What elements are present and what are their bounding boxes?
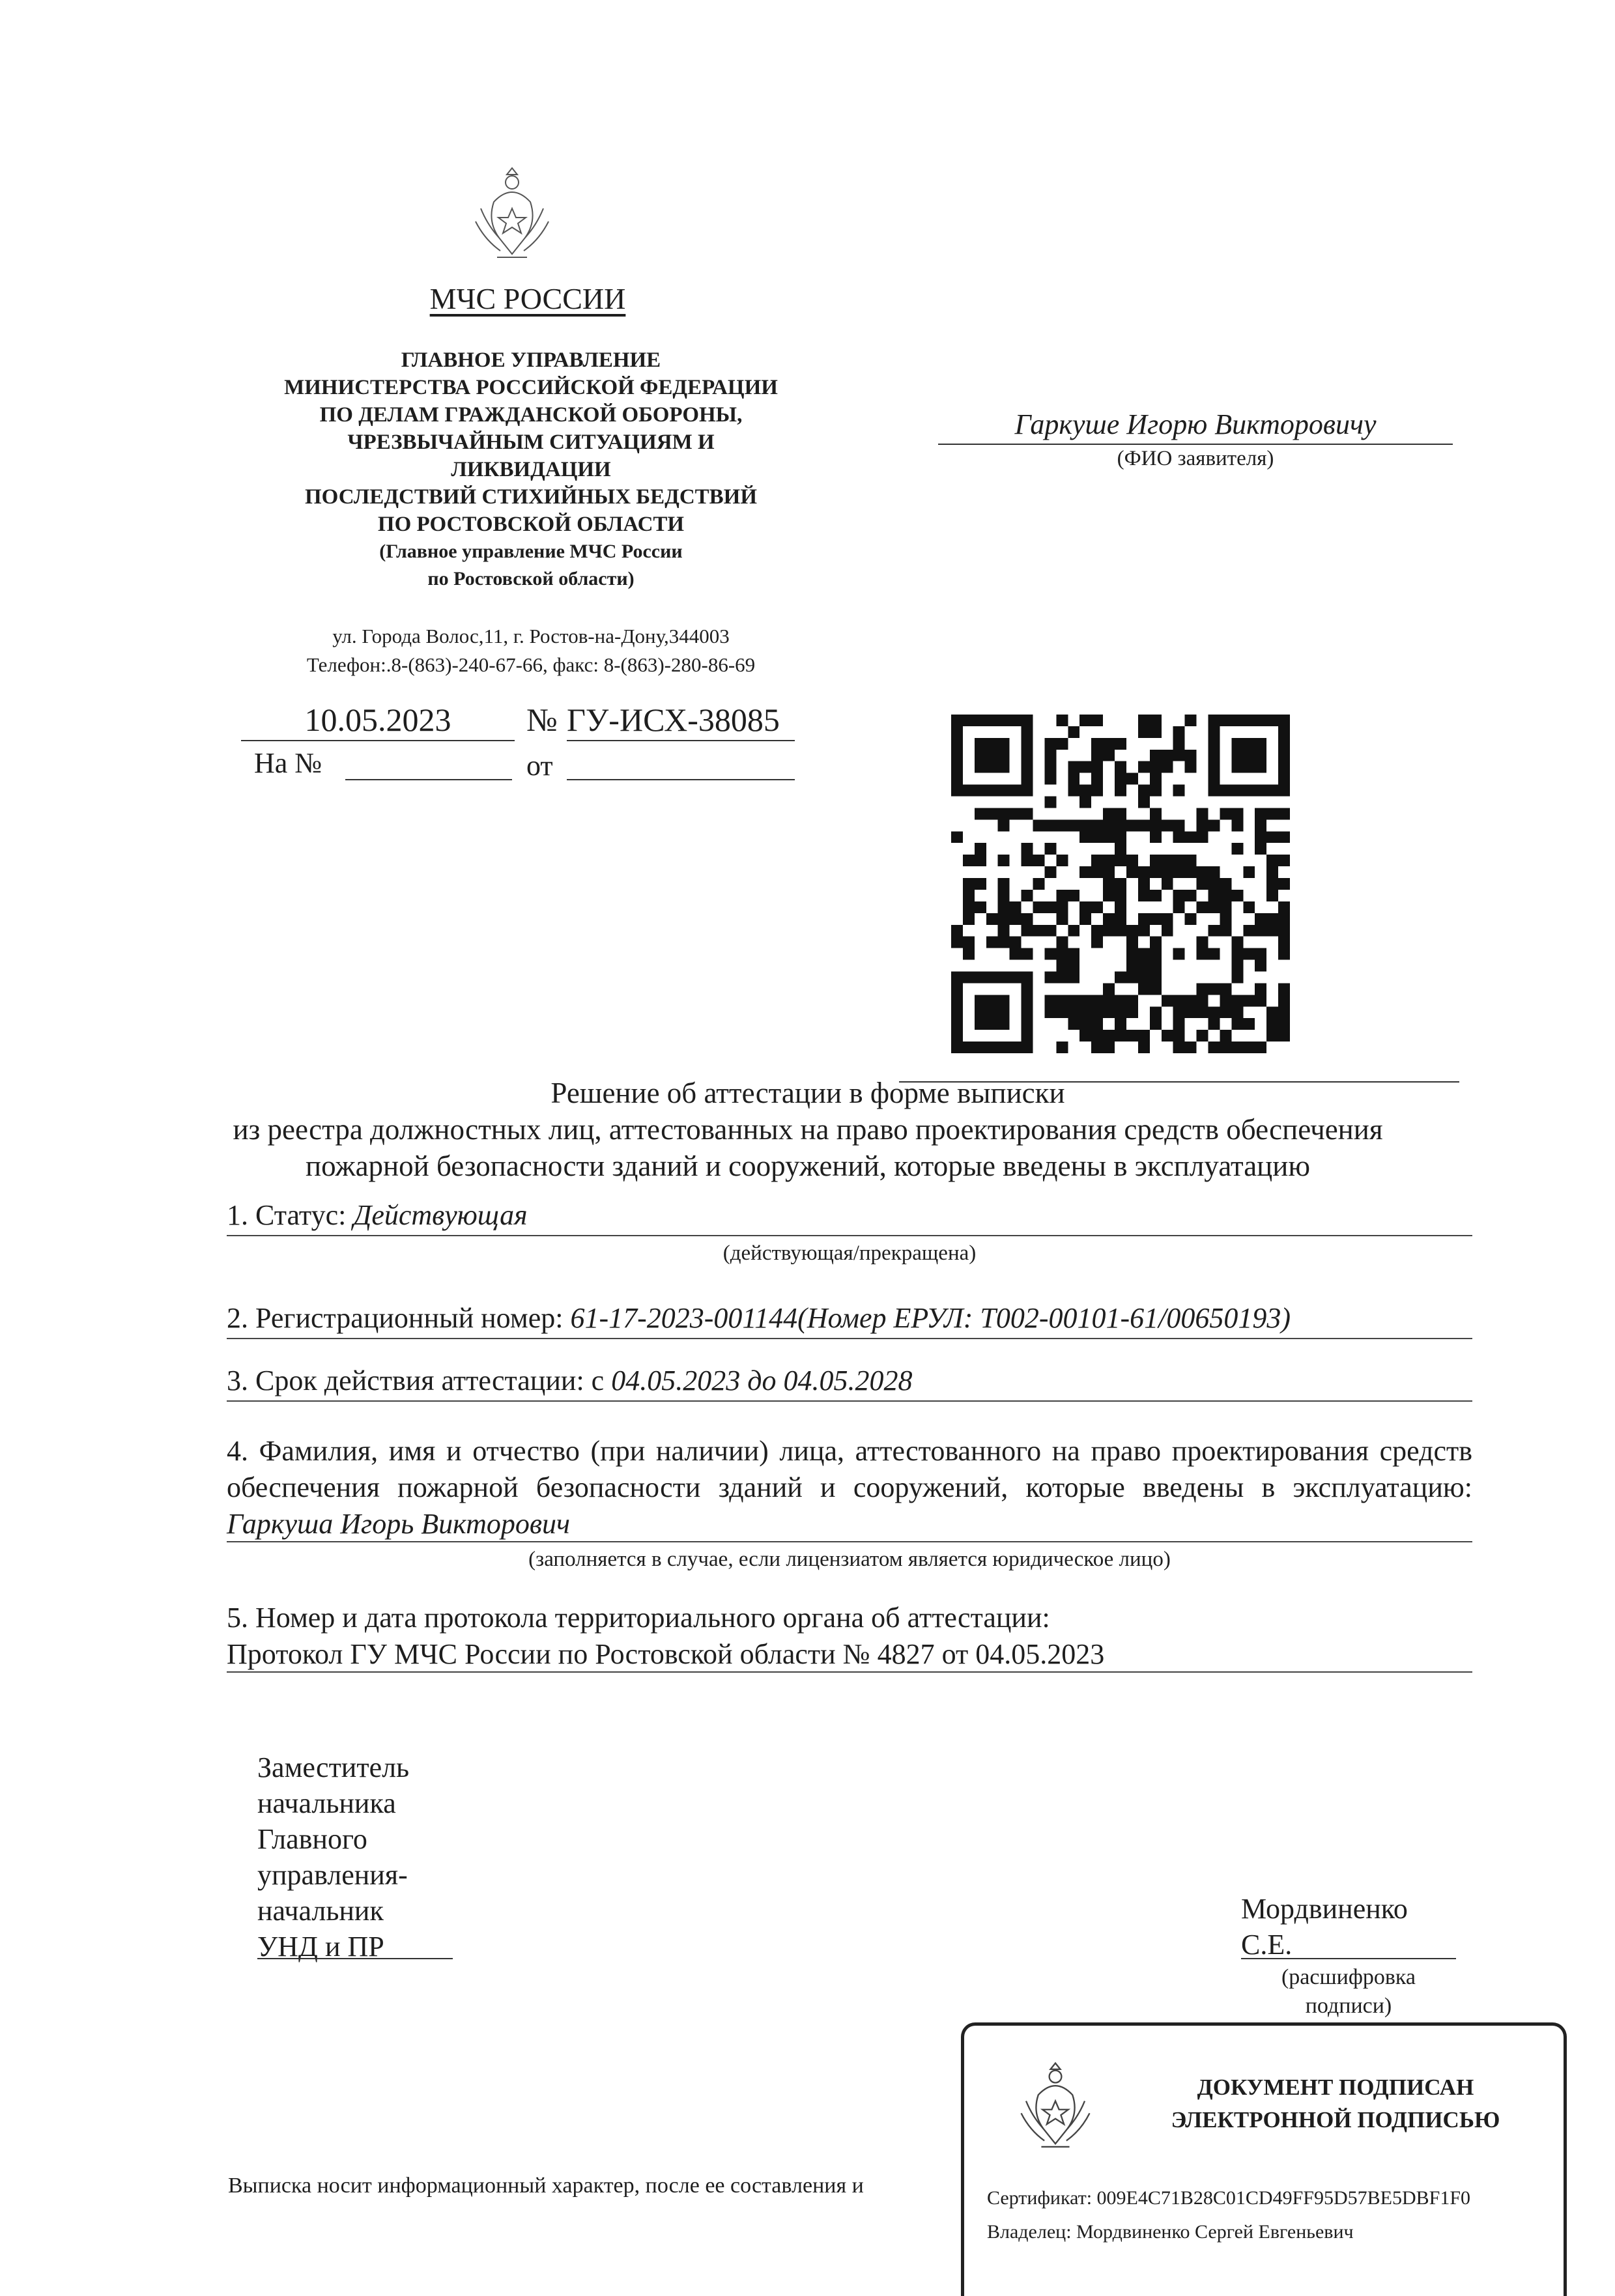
signer-rule bbox=[1241, 1958, 1456, 1959]
number-sign: № bbox=[526, 702, 558, 738]
org-address: ул. Города Волос,11, г. Ростов-на-Дону,344003 bbox=[332, 625, 730, 647]
reference-date-blank bbox=[567, 779, 795, 780]
validity-label: 3. Срок действия аттестации: с bbox=[227, 1365, 612, 1396]
footer-note: Выписка носит информационный характер, после ее составления и bbox=[228, 2174, 864, 2198]
reference-number-label: На № bbox=[254, 747, 322, 779]
position-rule bbox=[257, 1958, 453, 1959]
position-line: УНД и ПР bbox=[257, 1931, 384, 1963]
status-value: Действующая bbox=[353, 1199, 528, 1231]
stamp-title-line: ЭЛЕКТРОННОЙ ПОДПИСЬЮ bbox=[1171, 2107, 1500, 2133]
person-label: 4. Фамилия, имя и отчество (при наличии) лица, аттестованного на право проектирования средств обеспечения пожарной безопасности зданий и сооружений, которые введены в эксплуатацию: bbox=[227, 1435, 1472, 1503]
reference-number-blank bbox=[345, 779, 512, 780]
document-date: 10.05.2023 bbox=[241, 701, 515, 741]
org-line: ПО РОСТОВСКОЙ ОБЛАСТИ bbox=[377, 513, 685, 536]
qr-code[interactable] bbox=[951, 715, 1290, 1053]
position-line: Главного bbox=[257, 1823, 367, 1855]
org-line: ПО ДЕЛАМ ГРАЖДАНСКОЙ ОБОРОНЫ, bbox=[319, 403, 743, 427]
person-item bbox=[227, 1433, 1472, 1542]
signer-line: Мордвиненко bbox=[1241, 1893, 1408, 1925]
stamp-owner: Владелец: Мордвиненко Сергей Евгеньевич bbox=[987, 2221, 1354, 2243]
stamp-certificate: Сертификат: 009E4C71B28C01CD49FF95D57BE5DBF1F0 bbox=[987, 2187, 1471, 2209]
org-phone: Телефон:.8-(863)-240-67-66, факс: 8-(863)-280-86-69 bbox=[306, 653, 756, 676]
title-line: Решение об аттестации в форме выписки bbox=[550, 1077, 1065, 1109]
org-sub-line: по Ростовской области) bbox=[427, 568, 635, 589]
e-signature-stamp bbox=[961, 2022, 1567, 2296]
signer-caption bbox=[1241, 1963, 1456, 2020]
org-sub-line: (Главное управление МЧС России bbox=[379, 541, 683, 562]
signer-caption-line: подписи) bbox=[1305, 1994, 1392, 2018]
org-short-name: МЧС РОССИИ bbox=[429, 282, 626, 315]
validity-rule bbox=[227, 1400, 1472, 1402]
position-line: управления- bbox=[257, 1859, 408, 1891]
title-line: пожарной безопасности зданий и сооружений, которые введены в эксплуатацию bbox=[306, 1150, 1310, 1182]
validity-to: 04.05.2028 bbox=[783, 1365, 913, 1396]
protocol-value: Протокол ГУ МЧС России по Ростовской области № 4827 от 04.05.2023 bbox=[227, 1638, 1105, 1670]
person-caption: (заполняется в случае, если лицензиатом является юридическое лицо) bbox=[528, 1548, 1171, 1571]
reg-number-label: 2. Регистрационный номер: bbox=[227, 1302, 571, 1334]
recipient-name: Гаркуше Игорю Викторовичу bbox=[938, 408, 1453, 445]
protocol-rule bbox=[227, 1671, 1472, 1673]
org-line: ЛИКВИДАЦИИ bbox=[451, 458, 611, 481]
position-line: начальника bbox=[257, 1787, 396, 1819]
position-line: Заместитель bbox=[257, 1751, 410, 1783]
reg-number-item bbox=[227, 1300, 1472, 1337]
protocol-label: 5. Номер и дата протокола территориального органа об аттестации: bbox=[227, 1602, 1050, 1634]
status-caption: (действующая/прекращена) bbox=[722, 1241, 977, 1265]
org-contacts bbox=[228, 622, 834, 679]
stamp-title bbox=[1114, 2071, 1557, 2136]
person-rule bbox=[227, 1541, 1472, 1542]
signer-caption-line: (расшифровка bbox=[1281, 1965, 1416, 1989]
mchs-emblem-icon bbox=[1013, 2058, 1098, 2156]
protocol-item bbox=[227, 1600, 1472, 1673]
document-title bbox=[195, 1075, 1420, 1184]
validity-to-word: до bbox=[740, 1365, 784, 1396]
org-line: МИНИСТЕРСТВА РОССИЙСКОЙ ФЕДЕРАЦИИ bbox=[284, 376, 778, 399]
validity-from: 04.05.2023 bbox=[611, 1365, 741, 1396]
status-label: 1. Статус: bbox=[227, 1199, 354, 1231]
person-value: Гаркуша Игорь Викторович bbox=[227, 1508, 570, 1540]
title-line: из реестра должностных лиц, аттестованных на право проектирования средств обеспечения bbox=[233, 1113, 1383, 1146]
reg-number-value: 61-17-2023-001144(Номер ЕРУЛ: Т002-00101-61/00650193) bbox=[570, 1302, 1291, 1334]
signer-position bbox=[257, 1750, 518, 1964]
stamp-title-line: ДОКУМЕНТ ПОДПИСАН bbox=[1197, 2075, 1474, 2100]
org-line: ГЛАВНОЕ УПРАВЛЕНИЕ bbox=[401, 348, 661, 372]
validity-item bbox=[227, 1363, 1472, 1399]
signer-line: С.Е. bbox=[1241, 1929, 1293, 1961]
position-line: начальник bbox=[257, 1895, 384, 1927]
mchs-emblem-icon bbox=[468, 163, 556, 267]
status-item bbox=[227, 1197, 1472, 1234]
signer-name bbox=[1241, 1891, 1456, 1963]
document-number: ГУ-ИСХ-38085 bbox=[567, 701, 795, 741]
org-line: ЧРЕЗВЫЧАЙНЫМ СИТУАЦИЯМ И bbox=[347, 431, 715, 454]
status-rule bbox=[227, 1235, 1472, 1236]
org-line: ПОСЛЕДСТВИЙ СТИХИЙНЫХ БЕДСТВИЙ bbox=[304, 485, 758, 509]
org-full-name bbox=[228, 347, 834, 593]
recipient-caption: (ФИО заявителя) bbox=[1117, 447, 1274, 470]
reference-date-label: от bbox=[526, 750, 553, 782]
reg-number-rule bbox=[227, 1338, 1472, 1339]
